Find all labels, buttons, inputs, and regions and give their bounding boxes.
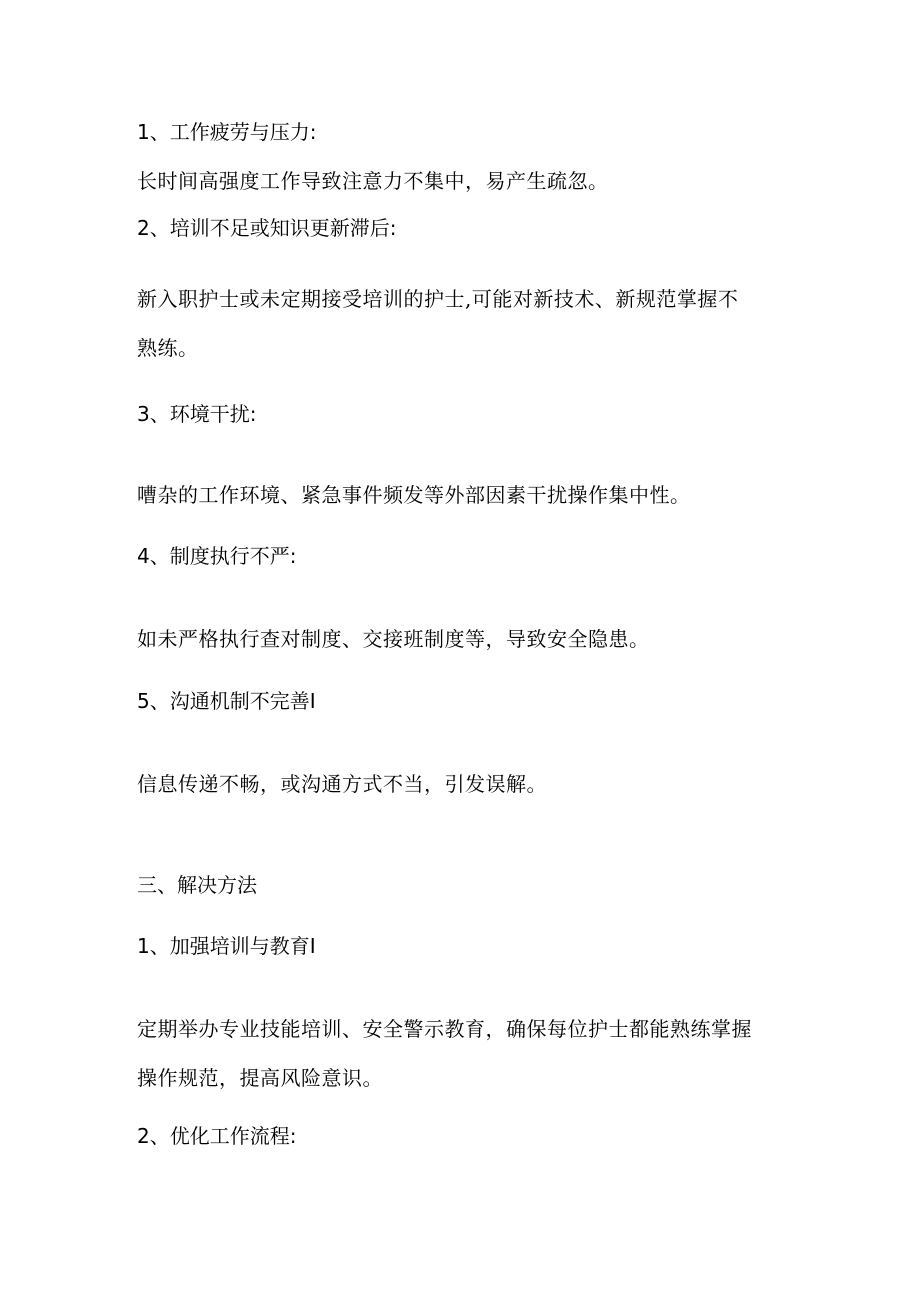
item-4-text: 如未严格执行查对制度、交接班制度等，导致安全隐患。 <box>137 627 650 651</box>
solution-1-heading: 1、加强培训与教育I <box>137 934 316 958</box>
item-4-heading: 4、制度执行不严: <box>137 544 297 568</box>
item-5-heading: 5、沟通机制不完善I <box>137 689 316 713</box>
item-3-text: 嘈杂的工作环境、紧急事件频发等外部因素干扰操作集中性。 <box>137 483 691 507</box>
item-1-text: 长时间高强度工作导致注意力不集中，易产生疏忽。 <box>137 169 609 193</box>
item-3-heading: 3、环境干扰: <box>137 402 257 426</box>
solution-2-heading: 2、优化工作流程: <box>137 1124 297 1148</box>
item-2-heading: 2、培训不足或知识更新滞后: <box>137 216 397 240</box>
item-2-text-line-2: 熟练。 <box>137 336 199 360</box>
solution-1-text-line-1: 定期举办专业技能培训、安全警示教育，确保每位护士都能熟练掌握 <box>137 1017 752 1041</box>
solution-1-text-line-2: 操作规范，提高风险意识。 <box>137 1066 383 1090</box>
item-2-text-line-1: 新入职护士或未定期接受培训的护士,可能对新技术、新规范掌握不 <box>137 287 739 311</box>
item-1-heading: 1、工作疲劳与压力: <box>137 120 317 144</box>
item-5-text: 信息传递不畅，或沟通方式不当，引发误解。 <box>137 772 547 796</box>
section-title: 三、解决方法 <box>137 873 257 897</box>
